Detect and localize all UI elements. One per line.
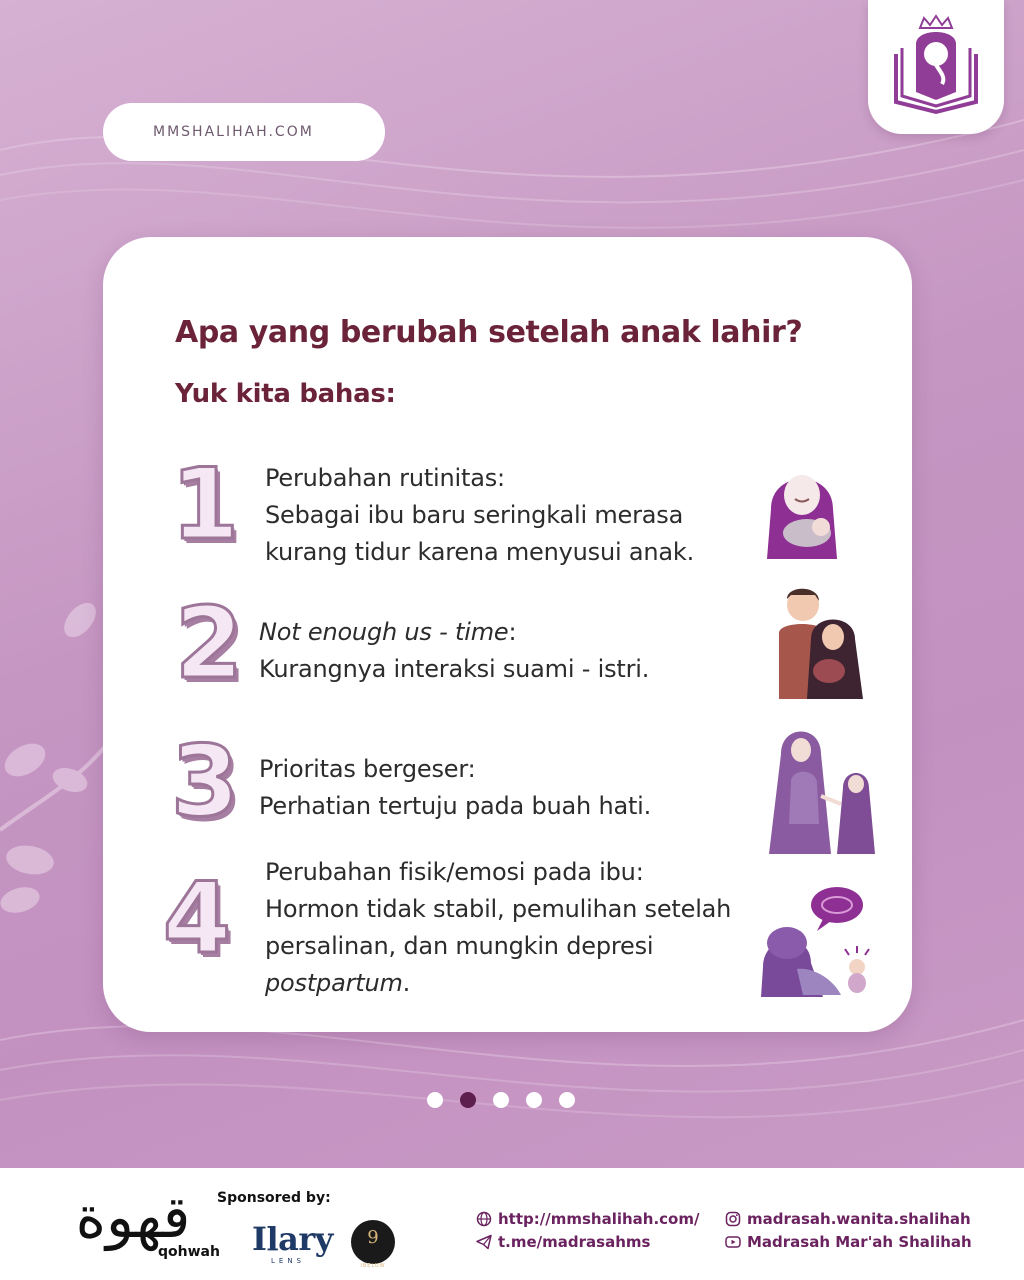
page-dot-2-active[interactable]	[460, 1092, 476, 1108]
sponsored-by-label: Sponsored by:	[217, 1190, 331, 1206]
mother-nursing-baby-illustration	[763, 459, 841, 563]
website-label: http://mmshalihah.com/	[498, 1210, 700, 1228]
page-dot-4[interactable]	[526, 1092, 542, 1108]
qohwah-arabic-logo: قهوة	[75, 1183, 191, 1251]
book-crown-logo-icon	[882, 14, 990, 120]
page-dot-5[interactable]	[559, 1092, 575, 1108]
item-1-line-2: kurang tidur karena menyusui anak.	[265, 538, 695, 566]
instagram-icon	[725, 1211, 741, 1227]
telegram-link[interactable]	[476, 1233, 650, 1251]
item-4-line-3-italic: postpartum	[265, 969, 403, 997]
globe-icon	[476, 1211, 492, 1227]
item-2-text	[259, 614, 649, 688]
item-2-line-1: Kurangnya interaksi suami - istri.	[259, 655, 650, 683]
youtube-link[interactable]	[725, 1233, 972, 1251]
item-4-line-2: persalinan, dan mungkin depresi	[265, 932, 654, 960]
page-dot-3[interactable]	[493, 1092, 509, 1108]
item-3-text	[259, 751, 651, 825]
item-2-heading-suffix: :	[508, 618, 517, 646]
madrasah-logo	[868, 0, 1004, 134]
instagram-label: madrasah.wanita.shalihah	[747, 1210, 971, 1228]
youtube-label: Madrasah Mar'ah Shalihah	[747, 1233, 972, 1251]
item-1-heading: Perubahan rutinitas:	[265, 464, 505, 492]
ibeluw-logo	[351, 1220, 395, 1269]
ibeluw-label: IBELUW	[360, 1263, 386, 1269]
item-number-1: 1	[170, 448, 240, 562]
ilary-lens-label: LENS	[271, 1257, 306, 1265]
sad-mother-crying-baby-illustration	[753, 883, 873, 1001]
page-dot-1[interactable]	[427, 1092, 443, 1108]
site-url-label: MMSHALIHAH.COM	[153, 124, 314, 140]
qohwah-logo-label: qohwah	[158, 1244, 220, 1260]
item-number-4: 4	[162, 862, 232, 976]
carousel-pagination	[427, 1092, 575, 1108]
telegram-icon	[476, 1234, 492, 1250]
item-4-line-3	[265, 965, 731, 1002]
youtube-icon	[725, 1234, 741, 1250]
ibeluw-mark: 9	[367, 1227, 379, 1248]
item-number-3: 3	[170, 725, 240, 839]
item-2-heading	[259, 614, 649, 651]
card-title: Apa yang berubah setelah anak lahir?	[175, 315, 803, 350]
telegram-label: t.me/madrasahms	[498, 1233, 651, 1251]
item-number-2: 2	[174, 587, 244, 701]
content-card	[103, 237, 912, 1032]
card-subtitle: Yuk kita bahas:	[175, 379, 396, 409]
website-link[interactable]	[476, 1210, 699, 1228]
item-3-line-1: Perhatian tertuju pada buah hati.	[259, 792, 652, 820]
site-url-pill[interactable]	[103, 103, 385, 161]
ilary-logo: Ilary	[252, 1220, 333, 1258]
item-1-line-1: Sebagai ibu baru seringkali merasa	[265, 501, 684, 529]
item-4-line-1: Hormon tidak stabil, pemulihan setelah	[265, 895, 732, 923]
item-4-line-3-suffix: .	[402, 969, 411, 997]
family-couple-baby-illustration	[767, 583, 867, 701]
item-4-heading: Perubahan fisik/emosi pada ibu:	[265, 858, 644, 886]
mother-children-illustration	[767, 724, 879, 864]
item-1-text	[265, 460, 694, 571]
item-3-heading: Prioritas bergeser:	[259, 755, 476, 783]
sponsor-footer	[0, 1168, 1024, 1280]
leaf-decoration	[0, 597, 110, 917]
item-2-heading-italic: Not enough us - time	[259, 618, 509, 646]
instagram-link[interactable]	[725, 1210, 971, 1228]
item-4-text	[265, 854, 731, 1002]
